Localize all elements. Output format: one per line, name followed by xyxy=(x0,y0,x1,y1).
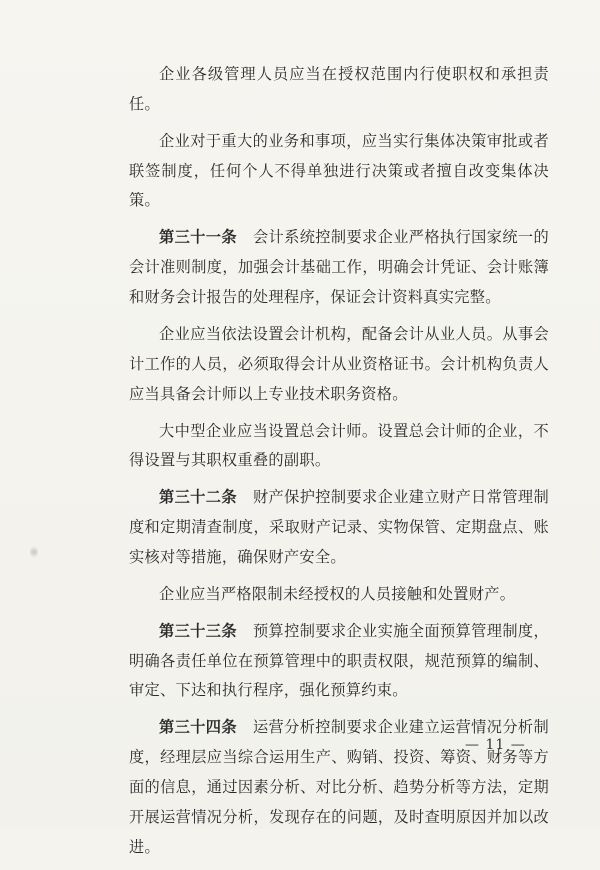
article-31 xyxy=(129,223,549,312)
paragraph-text: 企业对于重大的业务和事项，应当实行集体决策审批或者联签制度，任何个人不得单独进行决策或者擅自改变集体决策。 xyxy=(129,131,549,210)
paragraph-2 xyxy=(129,127,549,216)
article-heading: 第三十四条 xyxy=(159,718,237,737)
article-heading: 第三十二条 xyxy=(159,488,237,507)
article-34 xyxy=(129,713,549,862)
paragraph-text: 运营分析控制要求企业建立运营情况分析制度，经理层应当综合运用生产、购销、投资、筹资、财务等方面的信息，通过因素分析、对比分析、趋势分析等方法，定期开展运营情况分析，发现存在的问题，及时查明原因并加以改进。 xyxy=(129,718,549,856)
paragraph-5 xyxy=(129,417,549,477)
article-heading: 第三十三条 xyxy=(159,621,237,640)
paragraph-text: 预算控制要求企业实施全面预算管理制度，明确各责任单位在预算管理中的职责权限，规范预算的编制、审定、下达和执行程序，强化预算约束。 xyxy=(129,621,549,700)
paragraph-text: 企业各级管理人员应当在授权范围内行使职权和承担责任。 xyxy=(129,65,549,113)
paragraph-1 xyxy=(129,60,549,120)
article-32 xyxy=(129,483,549,572)
page-number: — 11 — xyxy=(465,737,526,753)
paragraph-text: 大中型企业应当设置总会计师。设置总会计师的企业，不得设置与其职权重叠的副职。 xyxy=(129,421,549,470)
scan-speck xyxy=(30,545,38,559)
paragraph-text: 会计系统控制要求企业严格执行国家统一的会计准则制度，加强会计基础工作，明确会计凭证、会计账簿和财务会计报告的处理程序，保证会计资料真实完整。 xyxy=(129,228,549,306)
article-33 xyxy=(129,617,549,706)
paragraph-text: 财产保护控制要求企业建立财产日常管理制度和定期清查制度，采取财产记录、实物保管、定期盘点、账实核对等措施，确保财产安全。 xyxy=(129,488,549,566)
paragraph-7 xyxy=(129,580,549,610)
paragraph-text: 企业应当依法设置会计机构，配备会计从业人员。从事会计工作的人员，必须取得会计从业资格证书。会计机构负责人应当具备会计师以上专业技术职务资格。 xyxy=(129,324,549,403)
article-heading: 第三十一条 xyxy=(159,228,237,247)
paragraph-text: 企业应当严格限制未经授权的人员接触和处置财产。 xyxy=(159,584,516,603)
paragraph-4 xyxy=(129,320,549,409)
